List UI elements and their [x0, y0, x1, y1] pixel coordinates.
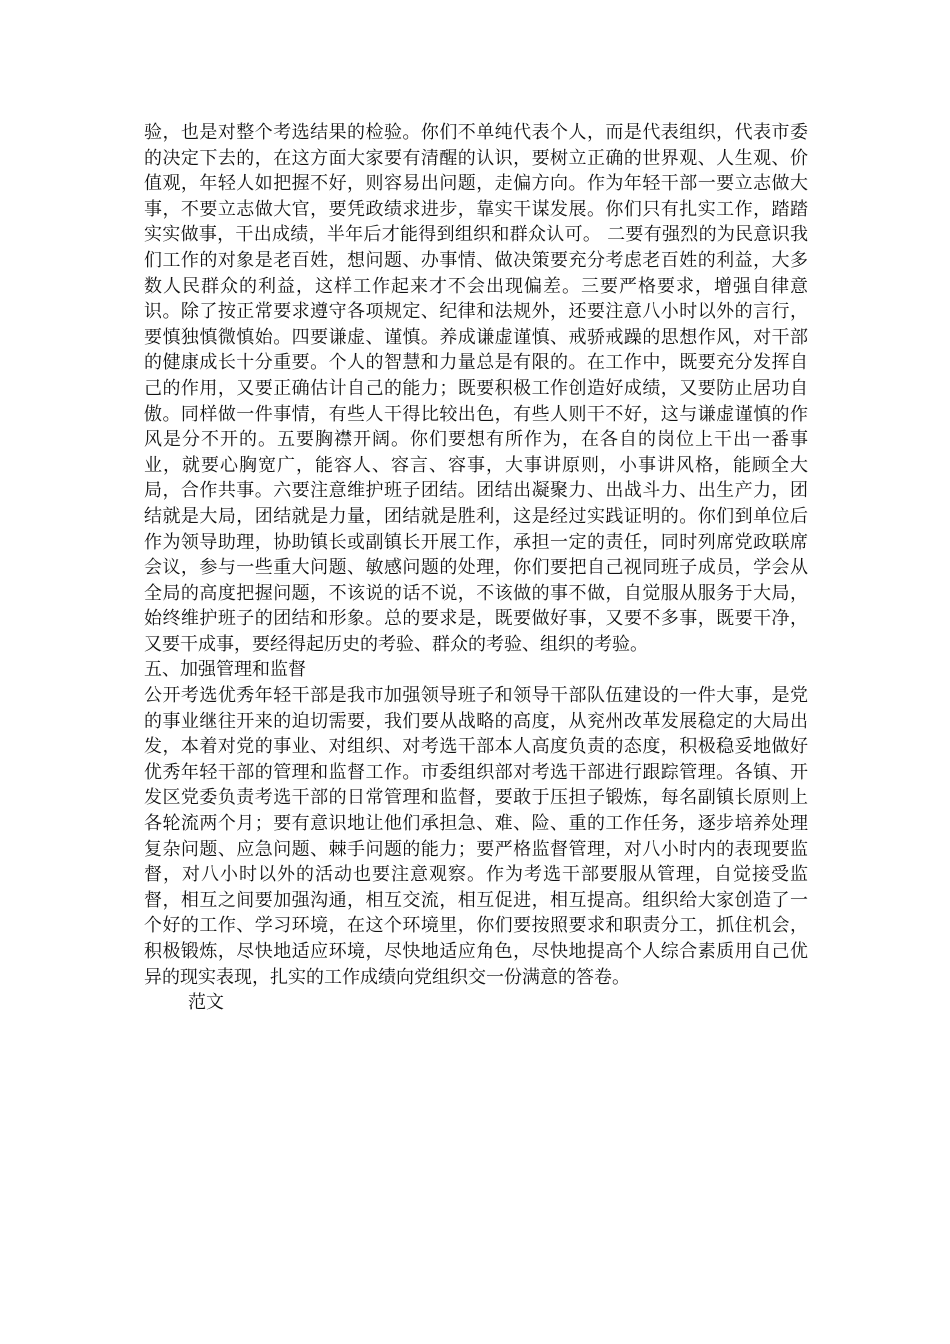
- document-page: [144, 120, 808, 1016]
- body-paragraph-1: 验，也是对整个考选结果的检验。你们不单纯代表个人，而是代表组织，代表市委的决定下去的，在这方面大家要有清醒的认识，要树立正确的世界观、人生观、价值观，年轻人如把握不好，则容易出问题，走偏方向。作为年轻干部一要立志做大事，不要立志做大官，要凭政绩求进步，靠实干谋发展。你们只有扎实工作，踏踏实实做事，干出成绩，半年后才能得到组织和群众认可。 二要有强烈的为民意识我们工作的对象是老百姓，想问题、办事情、做决策要充分考虑老百姓的利益，大多数人民群众的利益，这样工作起来才不会出现偏差。三要严格要求，增强自律意识。除了按正常要求遵守各项规定、纪律和法规外，还要注意八小时以外的言行，要慎独慎微慎始。四要谦虚、谨慎。养成谦虚谨慎、戒骄戒躁的思想作风，对干部的健康成长十分重要。个人的智慧和力量总是有限的。在工作中，既要充分发挥自己的作用，又要正确估计自己的能力；既要积极工作创造好成绩，又要防止居功自傲。同样做一件事情，有些人干得比较出色，有些人则干不好，这与谦虚谨慎的作风是分不开的。五要胸襟开阔。你们要想有所作为，在各自的岗位上干出一番事业，就要心胸宽广，能容人、容言、容事，大事讲原则，小事讲风格，能顾全大局，合作共事。六要注意维护班子团结。团结出凝聚力、出战斗力、出生产力，团结就是大局，团结就是力量，团结就是胜利，这是经过实践证明的。你们到单位后作为领导助理，协助镇长或副镇长开展工作，承担一定的责任，同时列席党政联席会议，参与一些重大问题、敏感问题的处理，你们要把自己视同班子成员，学会从全局的高度把握问题，不该说的话不说，不该做的事不做，自觉服从服务于大局，始终维护班子的团结和形象。总的要求是，既要做好事，又要不多事，既要干净，又要干成事，要经得起历史的考验、群众的考验、组织的考验。: [144, 122, 808, 655]
- section-heading: 五、加强管理和监督: [144, 659, 306, 681]
- footer-label: 范文: [188, 992, 224, 1014]
- body-paragraph-2: 公开考选优秀年轻干部是我市加强领导班子和领导干部队伍建设的一件大事，是党的事业继往开来的迫切需要，我们要从战略的高度，从兖州改革发展稳定的大局出发，本着对党的事业、对组织、对考选干部本人高度负责的态度，积极稳妥地做好优秀年轻干部的管理和监督工作。市委组织部对考选干部进行跟踪管理。各镇、开发区党委负责考选干部的日常管理和监督，要敢于压担子锻炼，每名副镇长原则上各轮流两个月；要有意识地让他们承担急、难、险、重的工作任务，逐步培养处理复杂问题、应急问题、棘手问题的能力；要严格监督管理，对八小时内的表现要监督，对八小时以外的活动也要注意观察。作为考选干部要服从管理，自觉接受监督，相互之间要加强沟通，相互交流，相互促进，相互提高。组织给大家创造了一个好的工作、学习环境，在这个环境里，你们要按照要求和职责分工，抓住机会，积极锻炼，尽快地适应环境，尽快地适应角色，尽快地提高个人综合素质用自己优异的现实表现，扎实的工作成绩向党组织交一份满意的答卷。: [144, 685, 808, 988]
